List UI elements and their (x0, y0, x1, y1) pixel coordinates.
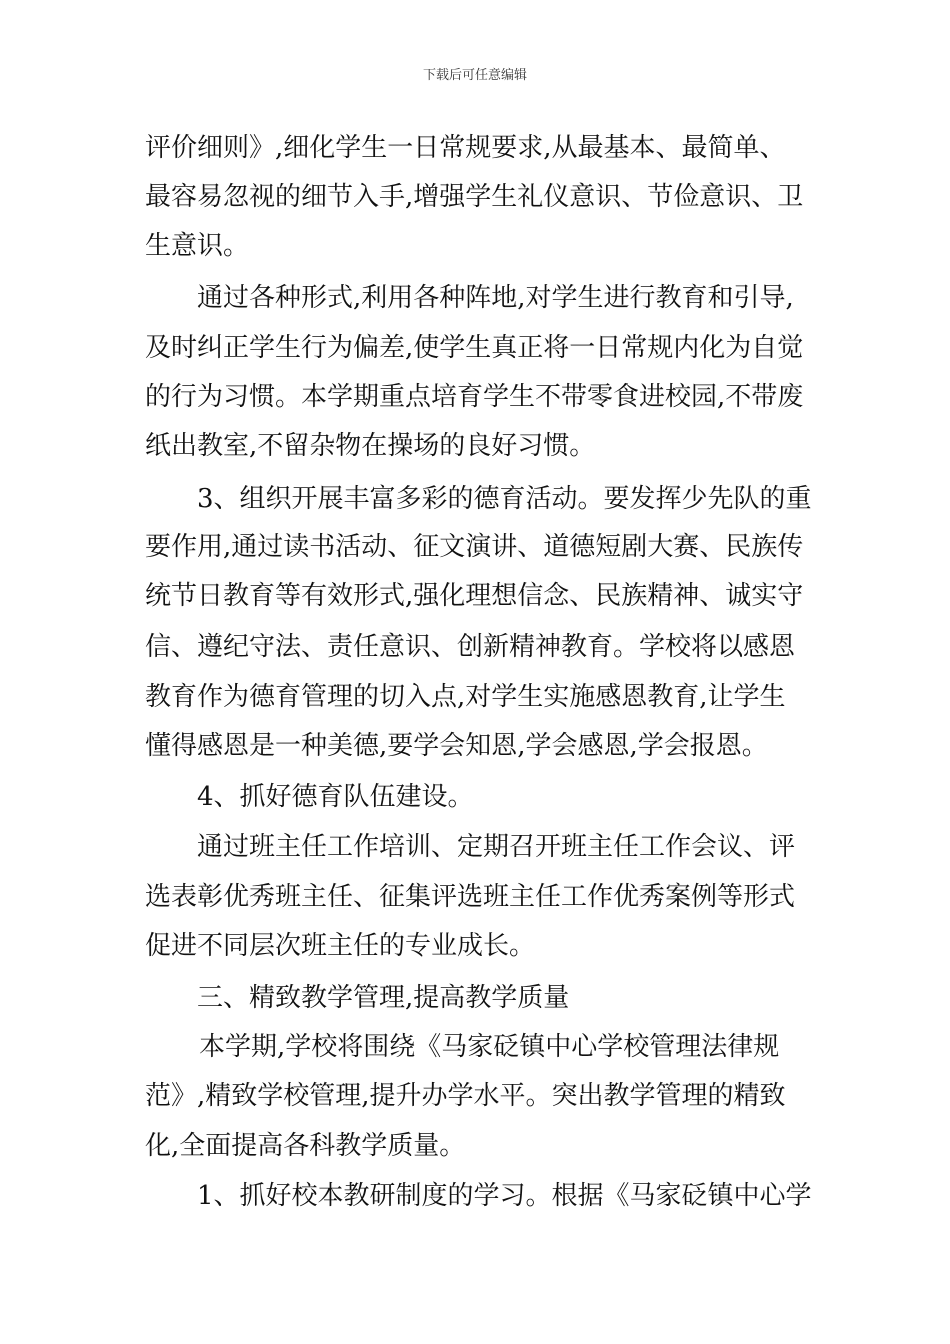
body-line: 本学期,学校将围绕《马家砭镇中心学校管理法律规 (199, 1032, 780, 1062)
body-line: 统节日教育等有效形式,强化理想信念、民族精神、诚实守 (145, 581, 804, 611)
body-line: 纸出教室,不留杂物在操场的良好习惯。 (145, 431, 596, 461)
section-heading: 4、抓好德育队伍建设。 (197, 782, 474, 812)
body-line: 懂得感恩是一种美德,要学会知恩,学会感恩,学会报恩。 (145, 731, 768, 761)
body-line: 促进不同层次班主任的专业成长。 (145, 931, 536, 961)
body-line: 信、遵纪守法、责任意识、创新精神教育。学校将以感恩 (145, 632, 796, 662)
body-line: 要作用,通过读书活动、征文演讲、道德短剧大赛、民族传 (145, 532, 804, 562)
section-heading: 1、抓好校本教研制度的学习。根据《马家砭镇中心学 (197, 1181, 812, 1211)
body-line: 最容易忽视的细节入手,增强学生礼仪意识、节俭意识、卫 (145, 182, 804, 212)
body-line: 选表彰优秀班主任、征集评选班主任工作优秀案例等形式 (145, 882, 796, 912)
section-heading: 三、精致教学管理,提高教学质量 (197, 983, 570, 1013)
body-line: 范》,精致学校管理,提升办学水平。突出教学管理的精致 (145, 1081, 786, 1111)
body-line: 3、组织开展丰富多彩的德育活动。要发挥少先队的重 (197, 484, 812, 514)
body-line: 教育作为德育管理的切入点,对学生实施感恩教育,让学生 (145, 682, 786, 712)
body-line: 生意识。 (145, 231, 250, 261)
body-line: 通过班主任工作培训、定期召开班主任工作会议、评 (197, 832, 796, 862)
body-line: 的行为习惯。本学期重点培育学生不带零食进校园,不带废 (145, 382, 804, 412)
body-line: 化,全面提高各科教学质量。 (145, 1131, 466, 1161)
header-note: 下载后可任意编辑 (422, 68, 527, 83)
body-line: 通过各种形式,利用各种阵地,对学生进行教育和引导, (197, 283, 794, 313)
body-line: 评价细则》,细化学生一日常规要求,从最基本、最简单、 (145, 133, 786, 163)
body-line: 及时纠正学生行为偏差,使学生真正将一日常规内化为自觉 (145, 333, 804, 363)
